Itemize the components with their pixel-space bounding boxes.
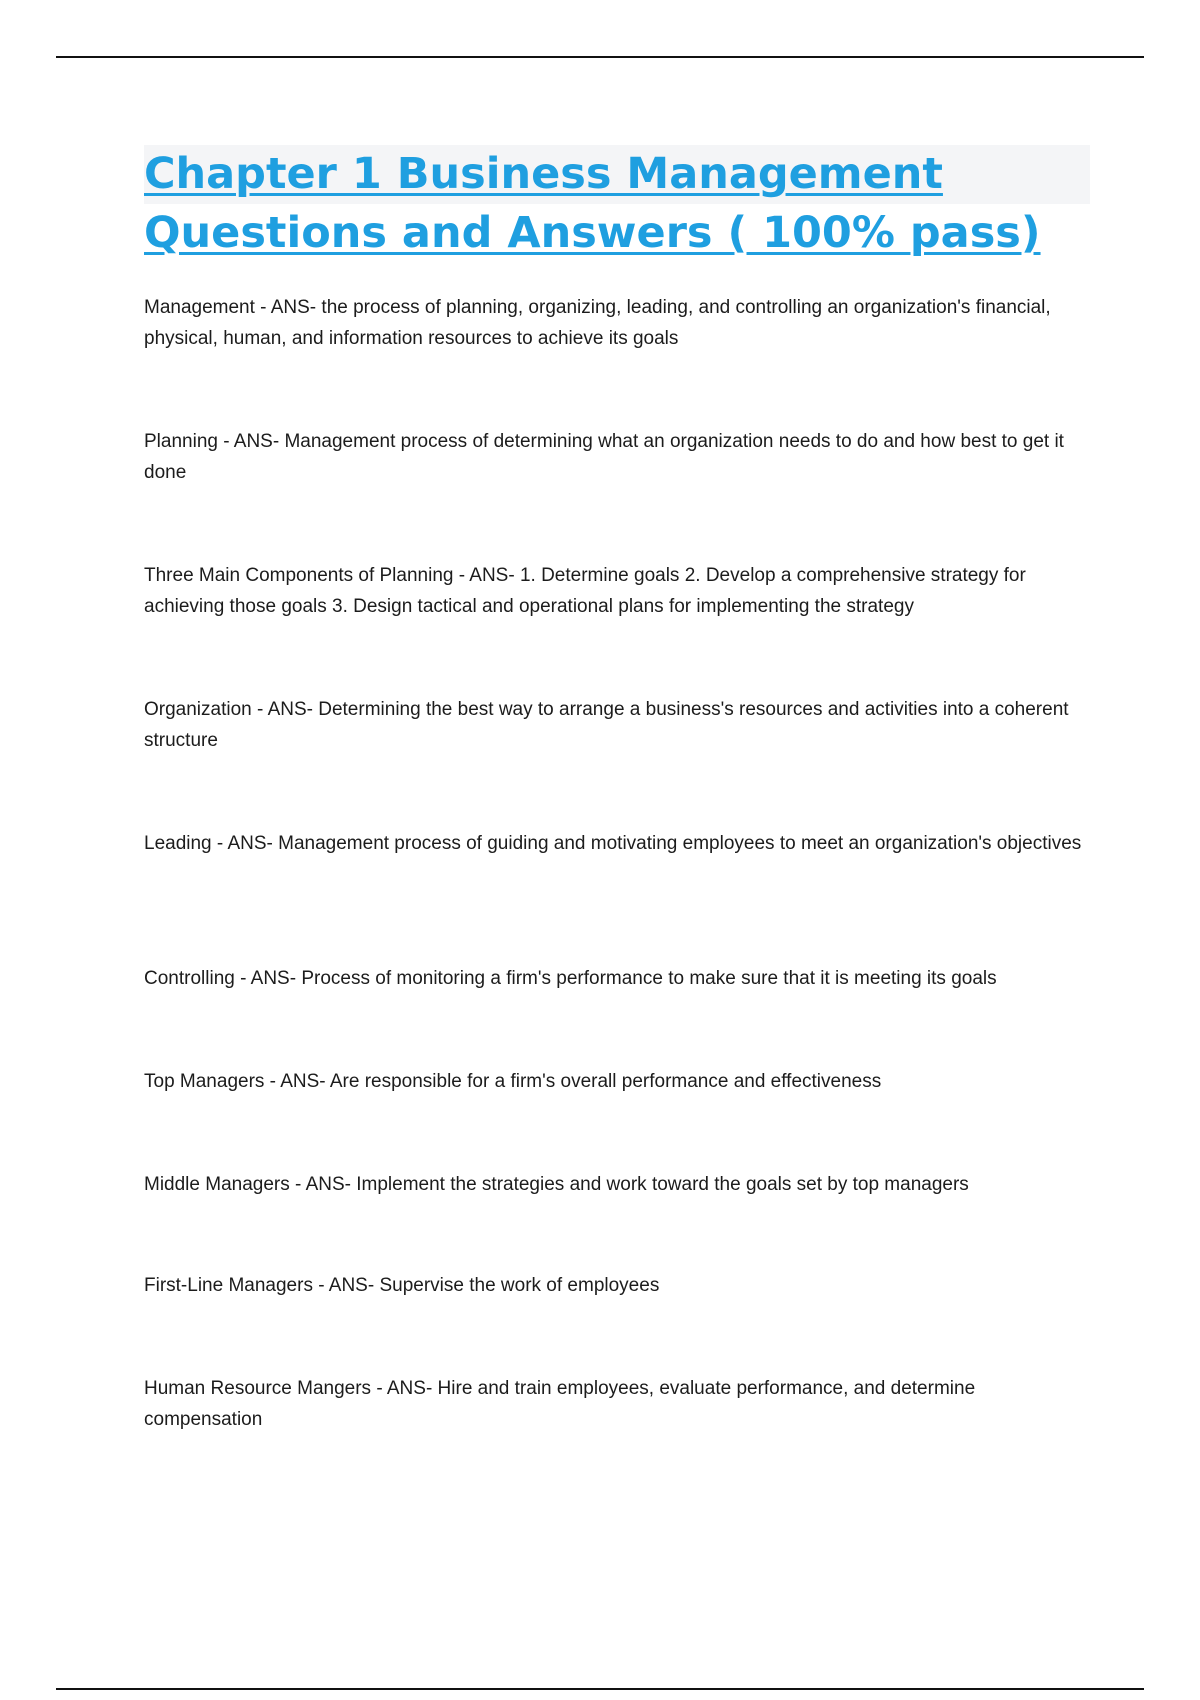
bottom-rule: [56, 1688, 1144, 1690]
qa-item-controlling: Controlling - ANS- Process of monitoring a firm's performance to make sure that it is meeting its goals: [144, 968, 997, 989]
qa-item-planning: Planning - ANS- Management process of determining what an organization needs to do and how best to get it done: [144, 431, 1064, 483]
qa-item-management: Management - ANS- the process of planning, organizing, leading, and controlling an organization's financial, physical, human, and information resources to achieve its goals: [144, 297, 1051, 349]
qa-item-top-managers: Top Managers - ANS- Are responsible for a firm's overall performance and effectiveness: [144, 1071, 882, 1092]
qa-item-human-resource-managers: Human Resource Mangers - ANS- Hire and train employees, evaluate performance, and determine compensation: [144, 1378, 976, 1430]
top-rule: [56, 56, 1144, 58]
qa-item-first-line-managers: First-Line Managers - ANS- Supervise the work of employees: [144, 1275, 660, 1296]
title-line-1[interactable]: Chapter 1 Business Management: [144, 145, 1090, 204]
qa-item-leading: Leading - ANS- Management process of guiding and motivating employees to meet an organization's objectives: [144, 833, 1082, 854]
document-title: [144, 145, 1090, 263]
qa-item-planning-components: Three Main Components of Planning - ANS- 1. Determine goals 2. Develop a comprehensive strategy for achieving those goals 3. Design tactical and operational plans for implementing the strategy: [144, 565, 1026, 617]
qa-item-organization: Organization - ANS- Determining the best way to arrange a business's resources and activities into a coherent structure: [144, 699, 1069, 751]
title-line-2[interactable]: Questions and Answers ( 100% pass): [144, 208, 1041, 258]
qa-item-middle-managers: Middle Managers - ANS- Implement the strategies and work toward the goals set by top managers: [144, 1174, 969, 1195]
